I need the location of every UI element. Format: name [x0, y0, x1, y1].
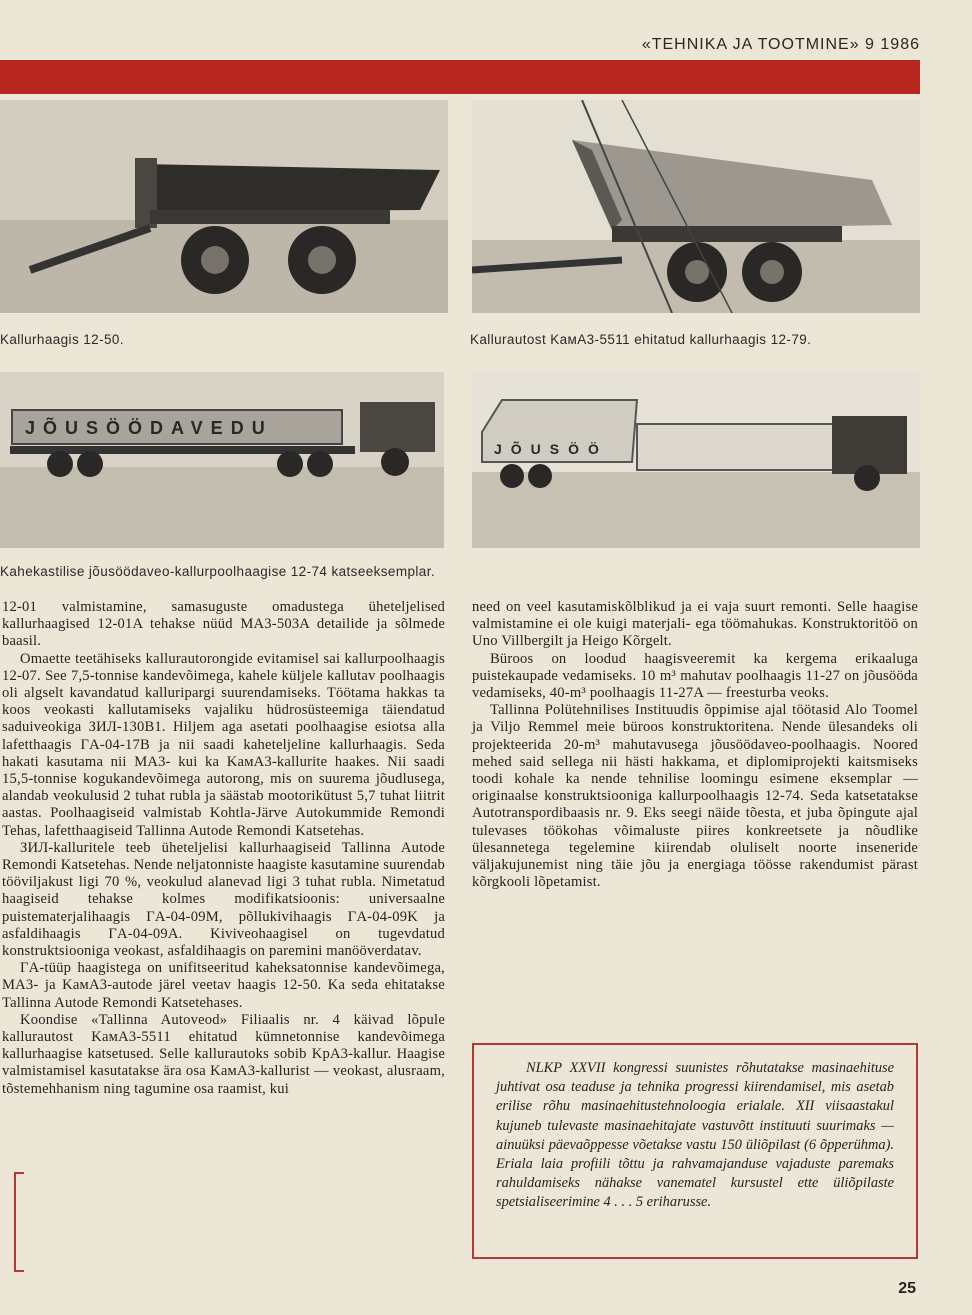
header-title: «TEHNIKA JA TOOTMINE» 9 1986: [641, 36, 920, 53]
highlight-box: [472, 1043, 918, 1259]
red-bracket-mark: [14, 1172, 24, 1272]
page-number: 25: [898, 1280, 916, 1297]
photo-semitrailer-long: [0, 372, 444, 548]
right-paragraph-2: Büroos on loodud haagisveeremit ka kergema erikaaluga puistekaupade vedamiseks. 10 m³ mahutav poolhaagis 11-27 on jõusööda vedamiseks, 40-m³ poolhaagis 11-27A — freesturba veoks.: [472, 650, 918, 702]
left-paragraph-5: Koondise «Tallinna Autoveod» Filiaalis nr. 4 käivad lõpule kallurautost KaмA3-5511 ehitatud kümnetonnise kandevõimega kallurhaagise katsetused. Selle kallurautoks sobib KpA3-kallur. Haagise valmistamisel kasutatakse ära osa KaмA3-kallurist — veokast, alusraam, tõstemehhanism ning tagumine osa raamist, kui: [2, 1011, 445, 1097]
photo-caption-1: Kallurhaagis 12-50.: [0, 332, 124, 347]
photo-semitrailer-12-74: [472, 372, 920, 548]
left-paragraph-3: ЗИЛ-kalluritele teeb üheteljelisi kallurhaagiseid Tallinna Autode Remondi Katsetehas. Nende neljatonniste haagiste kasutamine suurendab tööviljakust ligi 70 %, veokulud alanevad ligi 3 tuhat rubla. Nimetatud haagiseid tehakse kolmes modifikatsioonis: universaalne puistematerjalihaagis ГA-04-09M, põllukivihaagis ГA-04-09K ja asfaldihaagis ГA-04-09A. Kiviveohaagisel on tugevdatud konstruktsiooniga veokast, asfaldihaagis on paremini manööverdatav.: [2, 839, 445, 960]
wide-caption: Kahekastilise jõusöödaveo-kallurpoolhaagise 12-74 katseeksemplar.: [0, 564, 436, 579]
semitrailer-12-74-lettering: JÕUSÖÖ: [494, 441, 608, 457]
photo-trailer-12-79: [472, 100, 920, 313]
photo-caption-2: Kallurautost KaмA3-5511 ehitatud kallurhaagis 12-79.: [470, 332, 812, 347]
right-column: [472, 599, 918, 891]
left-paragraph-2: Omaette teetähiseks kallurautorongide evitamisel sai kallurpoolhaagis 12-07. See 7,5-tonnise kandevõimega, kahele küljele kallutav poolhaagis oli algselt kavandatud kalluripargi suurendamiseks. Töötama hakkas ta koos veokasti kallutamiseks vajaliku hüdrosüsteemiga täiendatud saduiveokiga ЗИЛ-130В1. Hiljem aga asetati poolhaagise esiotsa alla lafetthaagis ГA-04-17B ja nii saadi kaheteljeline kallurhaagis. Seda hakati kasutama nii MA3- kui ka KaмA3-kallurite haakes. Nii saadi 15,5-tonnise kogukandevõimega autorong, mis on suurema jõudlusega, alandab veokulusid 2 tuhat rubla ja säästab mootorikütust 5,7 tuhat liitrit aastas. Poolhaagiseid valmistab Kohtla-Järve Autokummide Remondi Tehas, lafetthaagiseid Tallinna Autode Remondi Katsetehas.: [2, 650, 445, 839]
left-paragraph-4: ГA-tüüp haagistega on unifitseeritud kaheksatonnise kandevõimega, MA3- ja KaмA3-autode järel veetav haagis 12-50. Ka seda ehitatakse Tallinna Autode Remondi Katsetehases.: [2, 960, 445, 1011]
highlight-box-text: NLKP XXVII kongressi suunistes rõhutatakse masinaehituse juhtivat osa teaduse ja tehnika progressi kiirendamisel, mis asetab erilise rõhu masinaehitustehnoloogia erialale. XII viisaastakul kujuneb tulevaste masinaehitajate vastuvõtt instituuti suurimaks — ainuüksi päevaõppesse võetakse vastu 150 üliõpilast (6 õpperühma). Eriala laia profiili tõttu ja rahvamajanduse vajaduste paremaks rahuldamiseks nähakse vanematel kursustel ette üliõpilaste spetsialiseerimine 4 . . . 5 eriharusse.: [496, 1060, 894, 1211]
right-paragraph-3: Tallinna Polütehnilises Instituudis õppimise ajal töötasid Alo Toomel ja Viljo Remmel meie büroos konstruktoritena. Nende ülesandeks oli projekteerida 20-m³ mahutavusega jõusöödaveo-poolhaagis. Noored mehed said sellega nii hästi hakkama, et diplomiprojekti kaitsmiseks toodi kohale ka nende tehnilise loomingu esimene eksemplar — originaalse konstruktsiooniga kallurpoolhaagis 12-74. Seda katsetatakse Autotranspordibaasis nr. 9. Eks seegi näide tõesta, et juba õpingute ajal tulevases töökohas võimaluste piires konkreetsete ja nõudlike ülesannetega tegelemine kiirendab oluliselt noorte inseneride väljakujunemist ning täie jõu ja energiaga töösse rakendumist pärast kõrgkooli lõpetamist.: [472, 702, 918, 891]
right-paragraph-1: need on veel kasutamiskõlblikud ja ei vaja suurt remonti. Selle haagise valmistamine ei ole kuigi materjali- ega töömahukas. Konstruktoritöö on Uno Villbergilt ja Heigo Kõrgelt.: [472, 599, 918, 650]
red-band: [0, 60, 920, 94]
photo-trailer-12-50: [0, 100, 448, 313]
left-column: [2, 599, 445, 1098]
left-paragraph-1: 12-01 valmistamine, samasuguste omadustega üheteljelised kallurhaagised 12-01A tehakse nüüd MA3-503A detailide ja sõlmede baasil.: [2, 599, 445, 650]
semitrailer-lettering: JÕUSÖÖDAVEDU: [25, 418, 273, 438]
